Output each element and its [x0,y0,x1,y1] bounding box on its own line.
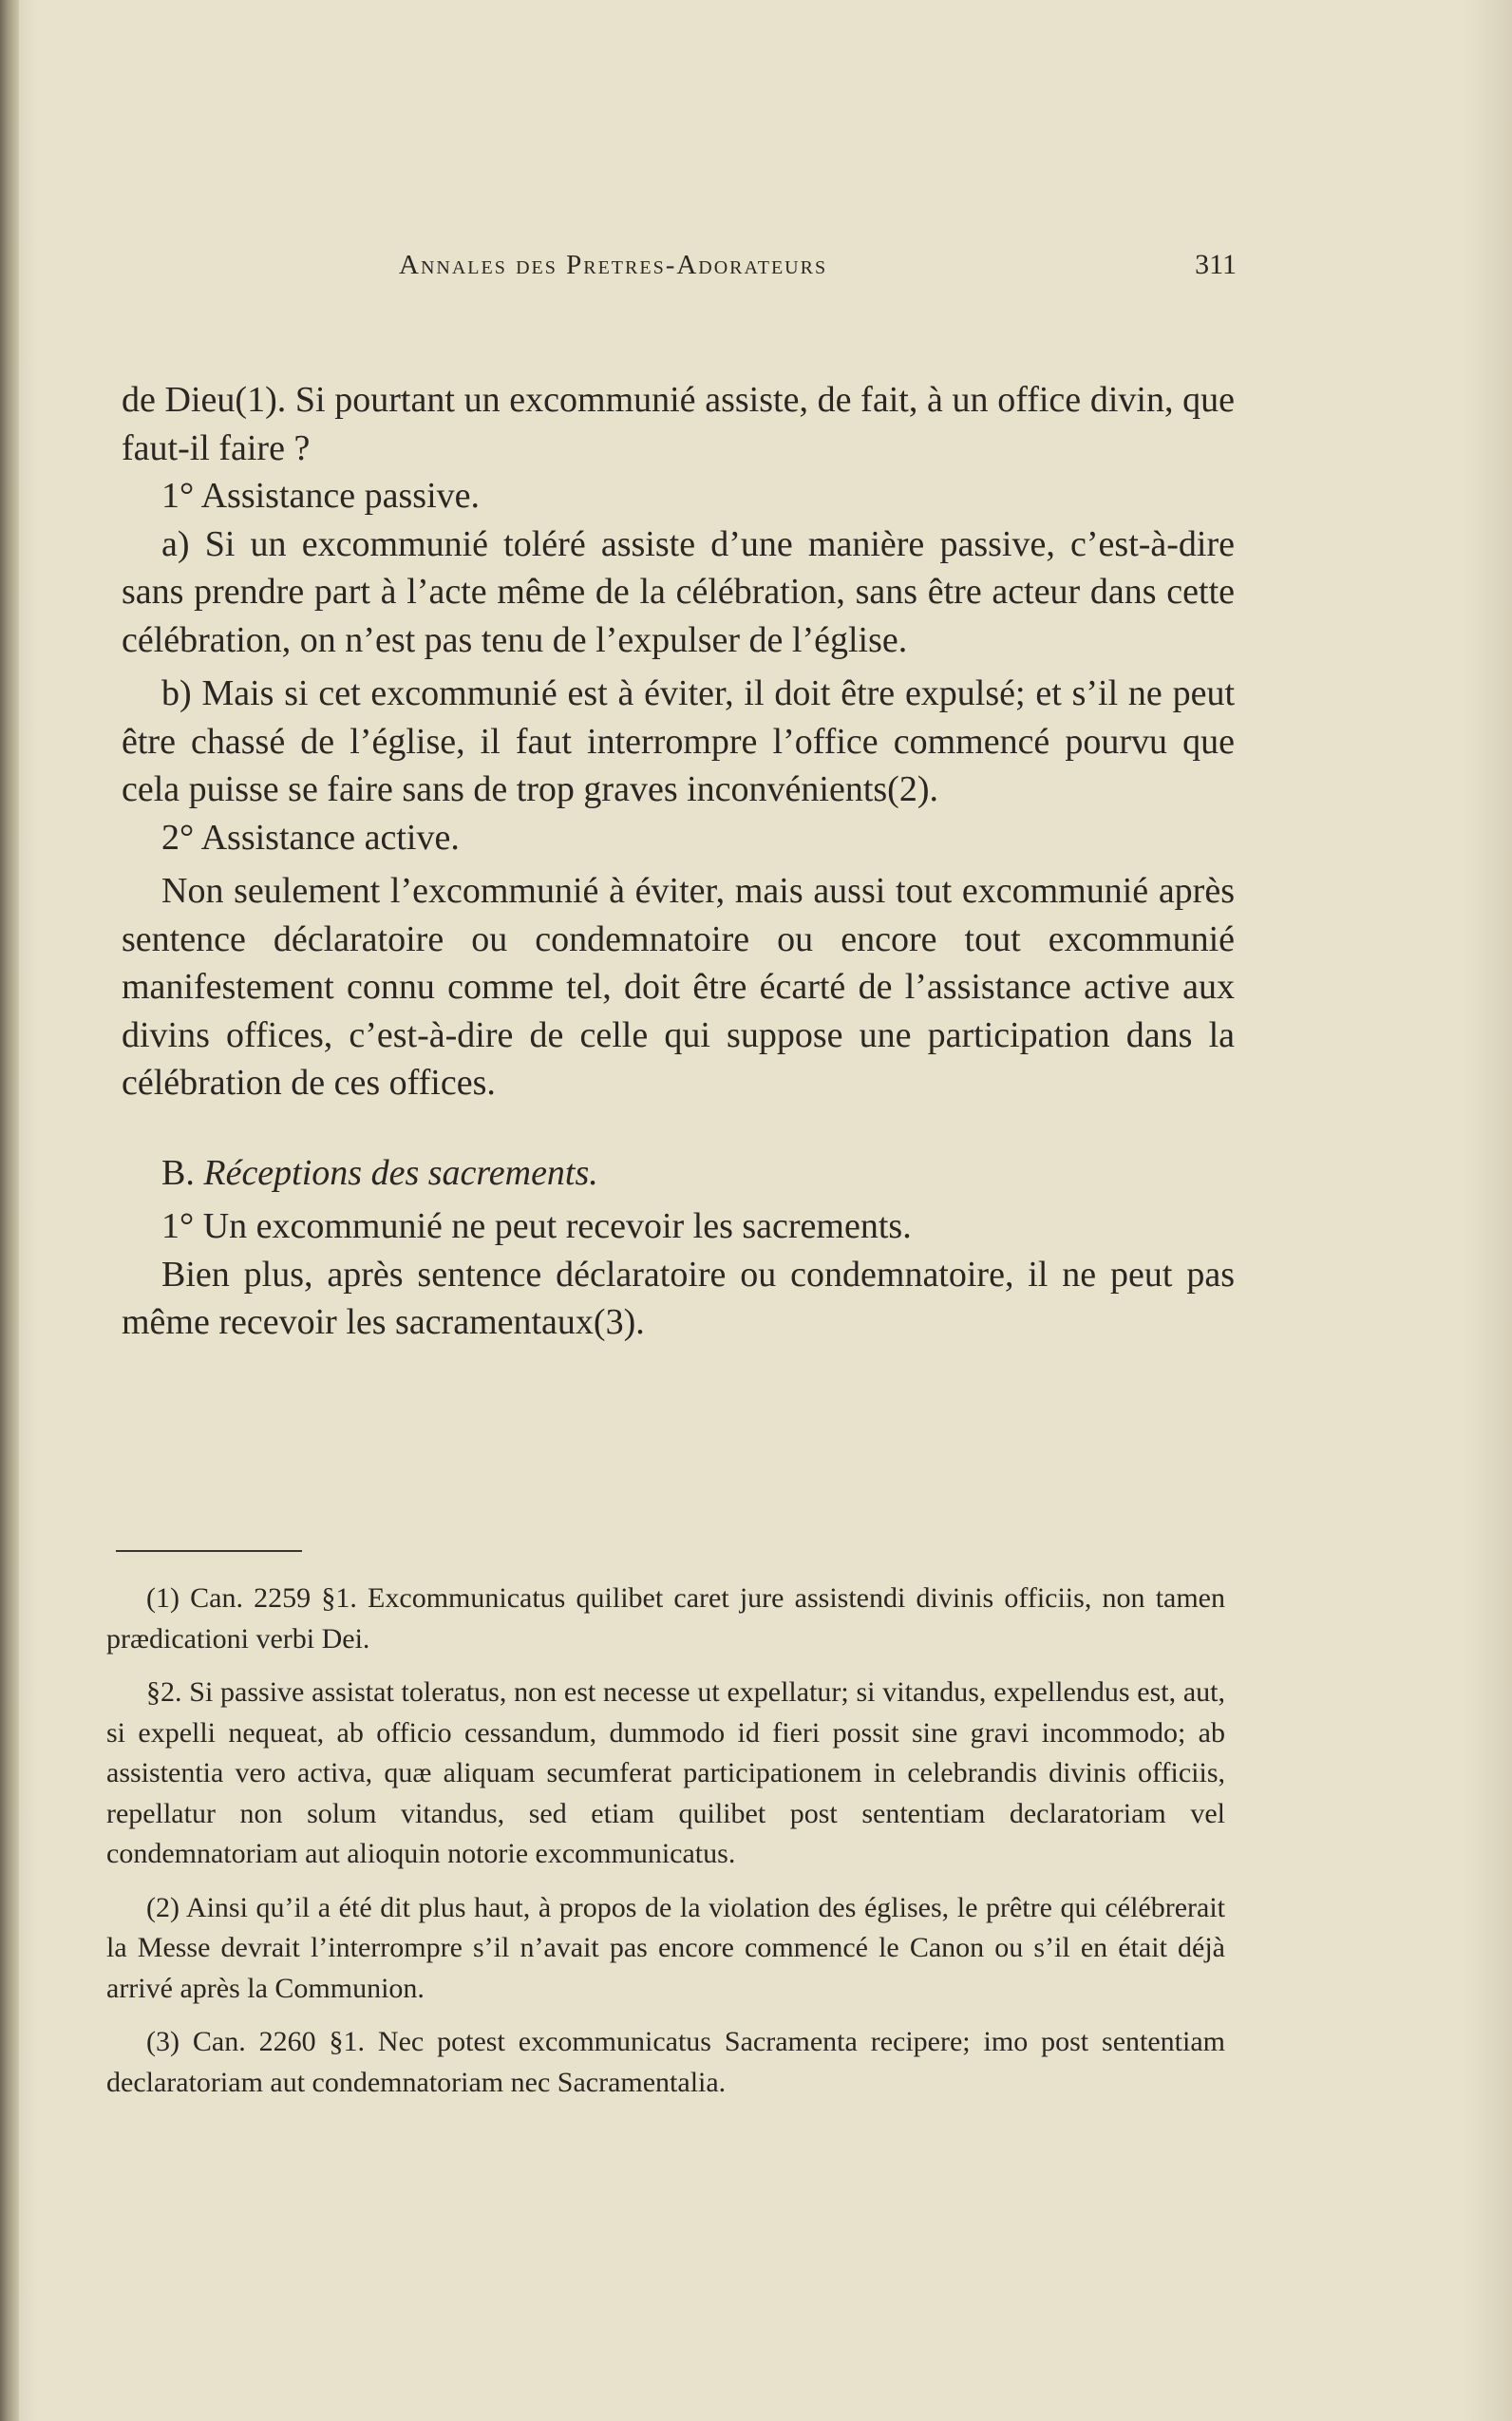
footnote: (1) Can. 2259 §1. Excommunicatus quilibet caret jure assistendi divinis officiis, non tamen prædicationi verbi Dei. [106,1582,1225,1655]
main-text [122,376,1235,1347]
section-letter: B. [161,1152,195,1193]
paragraph: Bien plus, après sentence déclaratoire ou condemnatoire, il ne peut pas même recevoir les sacramentaux(3). [122,1254,1235,1342]
paragraph: b) Mais si cet excommunié est à éviter, il doit être expulsé; et s’il ne peut être chassé de l’église, il faut interrompre l’office commencé pourvu que cela puisse se faire sans de trop graves inconvénients(2). [122,673,1235,809]
footnote-divider [116,1550,302,1552]
book-spine-shadow [0,0,19,2421]
paragraph: 1° Un excommunié ne peut recevoir les sacrements. [161,1206,912,1246]
page-number: 311 [1195,249,1237,280]
paragraph: de Dieu(1). Si pourtant un excommunié assiste, de fait, à un office divin, que faut-il faire ? [122,380,1235,468]
paragraph: a) Si un excommunié toléré assiste d’une manière passive, c’est-à-dire sans prendre part à l’acte même de la célébration, sans être acteur dans cette célébration, on n’est pas tenu de l’expulser de l’église. [122,523,1235,660]
footnote: (3) Can. 2260 §1. Nec potest excommunicatus Sacramenta recipere; imo post sententiam declaratoriam aut condemnatoriam nec Sacramentalia. [106,2026,1225,2098]
footnotes [106,1579,1225,2116]
page-header [399,249,1237,281]
running-title: Annales des Pretres-Adorateurs [399,250,828,280]
paragraph: Non seulement l’excommunié à éviter, mais aussi tout excommunié après sentence déclaratoire ou condemnatoire ou encore tout excommunié manifestement connu comme tel, doit être écarté de l’assistance active aux divins offices, c’est-à-dire de celle qui suppose une participation dans la célébration de ces offices. [122,871,1235,1103]
section-heading [122,1149,1235,1198]
subheading-passive: 1° Assistance passive. [161,476,480,516]
section-title: Réceptions des sacrements. [203,1152,598,1193]
subheading-active: 2° Assistance active. [161,817,460,858]
footnote: (2) Ainsi qu’il a été dit plus haut, à propos de la violation des églises, le prêtre qui célébrerait la Messe devrait l’interrompre s’il n’avait pas encore commencé le Canon ou s’il en était déjà arrivé après la Communion. [106,1891,1225,2004]
footnote: §2. Si passive assistat toleratus, non est necesse ut expellatur; si vitandus, expellendus est, aut, si expelli nequeat, ab officio cessandum, dummodo id fieri possit sine gravi incommodo; ab assistentia vero activa, quæ aliquam secumferat participationem in celebrandis divinis officiis, repellatur non solum vitandus, sed etiam quilibet post sententiam declaratoriam vel condemnatoriam aut alioquin notorie excommunicatus. [106,1676,1225,1869]
